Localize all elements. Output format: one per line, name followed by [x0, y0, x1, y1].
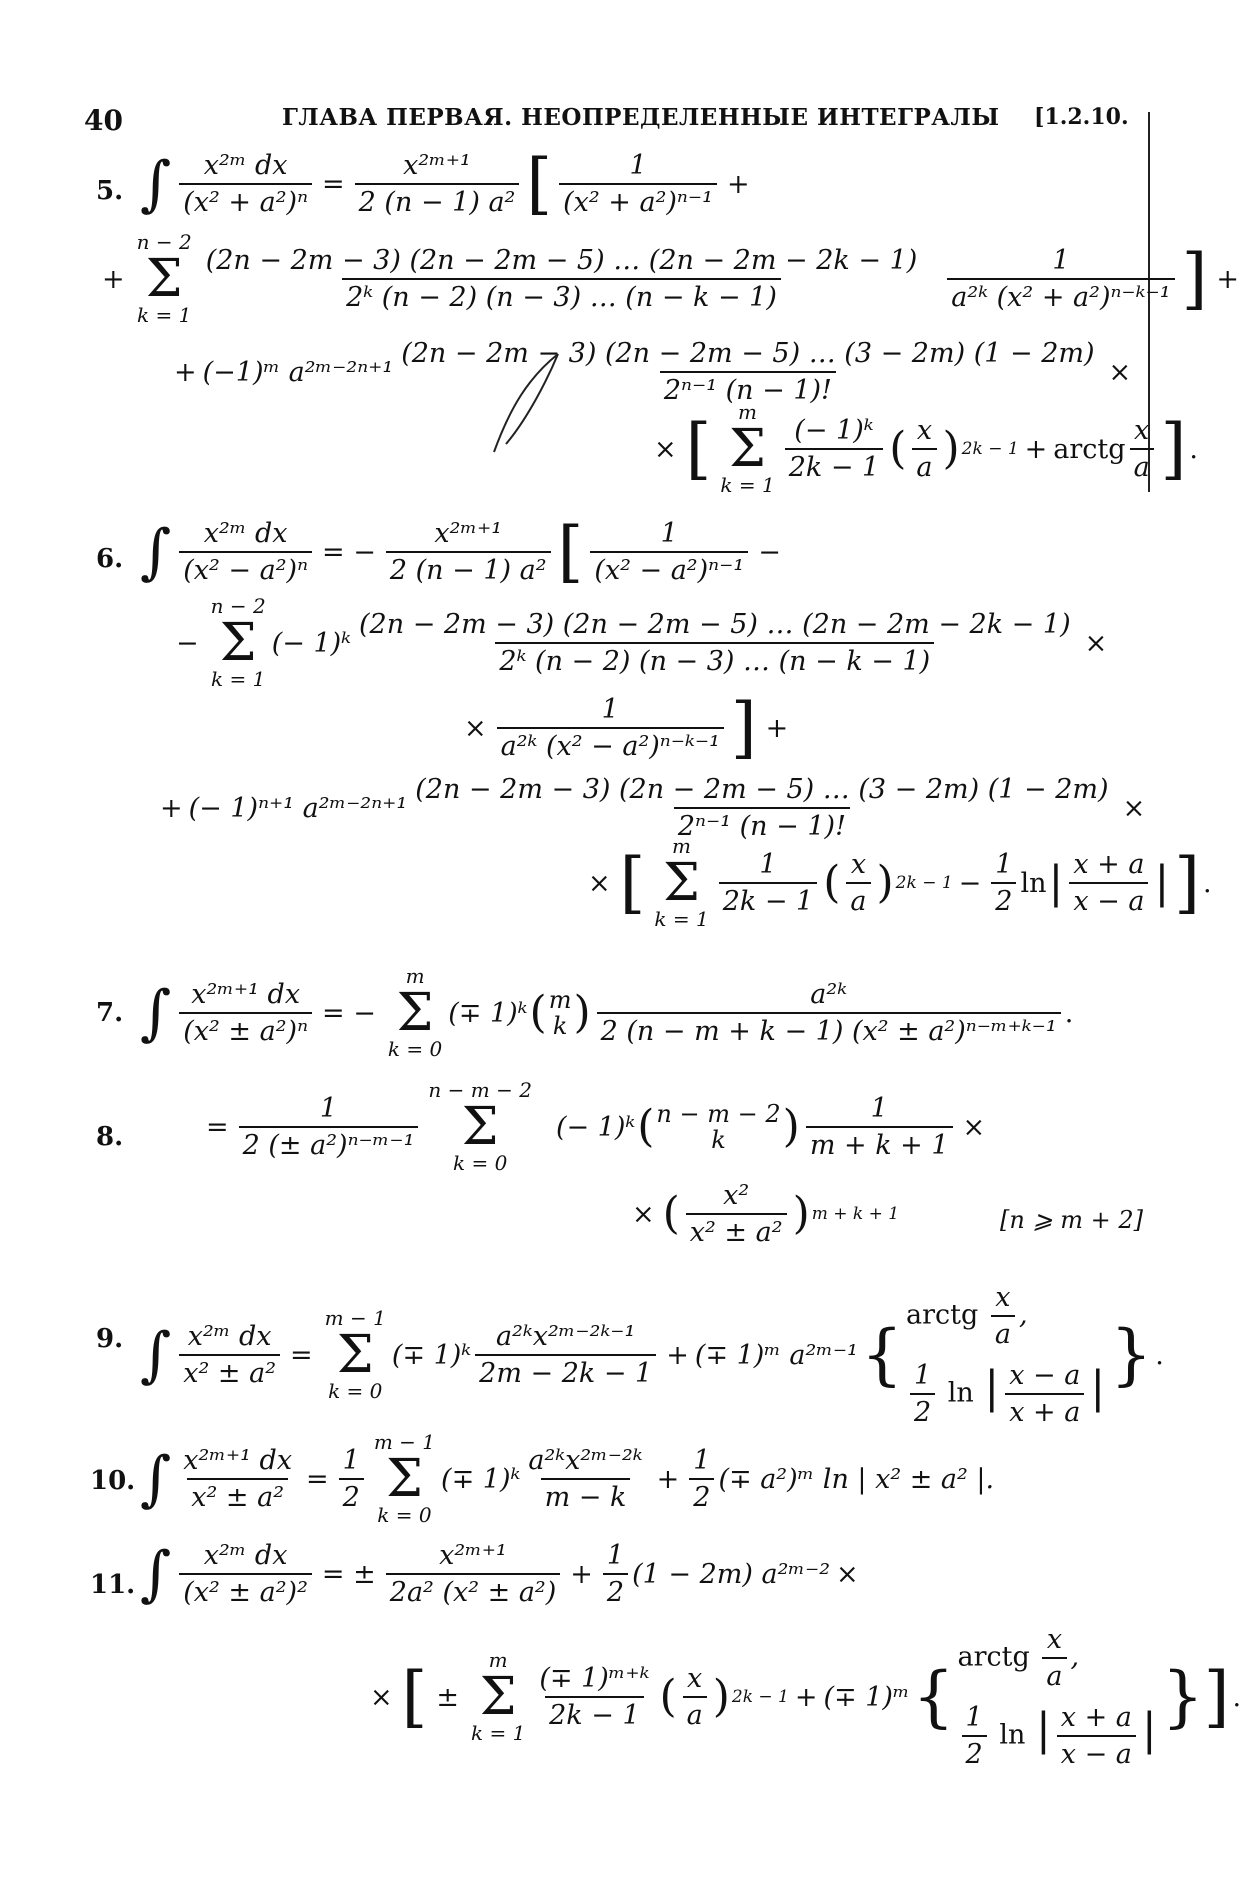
fraction: $\frac{\text{(∓ 1)ᵐ⁺ᵏ}}{2k - 1}$ — [539, 1663, 650, 1731]
chapter-title: ГЛАВА ПЕРВАЯ. НЕОПРЕДЕЛЕННЫЕ ИНТЕГРАЛЫ — [282, 104, 1000, 131]
formula-line: = $\frac{1}{\text{2 (± a²)ⁿ⁻ᵐ⁻¹}}$ n − m − 2 Σ k = 0 (− 1)ᵏ ( n − m − 2 k ) $\frac{1}{m + k + 1}$ × — [206, 1078, 986, 1175]
formula-line: ∫ $\frac{\text{x²ᵐ dx}}{\text{(x² ± a²)²}}$ = ± $\frac{\text{x²ᵐ⁺¹}}{\text{2a² (x² ± a²)}}$ + $\frac{1}{2}$ (1 − 2m) a²ᵐ⁻² × — [140, 1539, 859, 1609]
fraction: $\frac{\text{x²ᵐ dx}}{\text{(x² + a²)ⁿ}}$ — [179, 150, 312, 218]
summation: n − m − 2 Σ k = 0 — [428, 1078, 532, 1175]
integral-sign: ∫ — [140, 1320, 172, 1390]
fraction: $\frac{(2n - 2m - 3) (2n - 2m - 5) \dots (2n - 2m - 2k - 1)}{\text{2ᵏ (n − 2) (n − 3) … (n − k − 1)}}$ — [205, 245, 918, 313]
fraction: $\frac{\text{x²ᵐ⁺¹}}{\text{2 (n − 1) a²}}$ — [386, 518, 551, 586]
fraction: $\frac{x}{a}$ — [1042, 1624, 1066, 1692]
fraction: $\frac{\text{(− 1)ᵏ}}{2k - 1}$ — [785, 415, 884, 483]
fraction: $\frac{1}{2}$ — [991, 849, 1016, 917]
fraction: $\frac{\text{x²ᵐ⁺¹}}{\text{2a² (x² ± a²)}}$ — [386, 1540, 561, 1608]
fraction: $\frac{1}{2k - 1}$ — [719, 849, 818, 917]
fraction: $\frac{1}{\text{(x² + a²)ⁿ⁻¹}}$ — [559, 150, 717, 218]
fraction: $\frac{(2n - 2m - 3) (2n - 2m - 5) \dots (3 - 2m) (1 - 2m)}{\text{2ⁿ⁻¹ (n − 1)!}}$ — [401, 338, 1095, 406]
summation: m Σ k = 1 — [720, 400, 775, 497]
fraction: $\frac{\text{x²ᵐ⁺¹ dx}}{\text{x² ± a²}}$ — [183, 1445, 293, 1513]
fraction: $\frac{x}{a}$ — [1130, 415, 1154, 483]
fraction: $\frac{\text{x²ᵐ dx}}{\text{(x² − a²)ⁿ}}$ — [179, 518, 312, 586]
fraction: $\frac{x}{a}$ — [991, 1282, 1015, 1350]
formula-number: 9. — [96, 1324, 124, 1354]
formula-number: 8. — [96, 1122, 124, 1152]
integral-sign: ∫ — [140, 978, 172, 1048]
formula-line: ∫ $\frac{\text{x²ᵐ⁺¹ dx}}{\text{(x² ± a²)ⁿ}}$ = − m Σ k = 0 (∓ 1)ᵏ ( m k ) $\frac{\text{a²ᵏ}}{\text{2 (n − m + k − 1) (x² ± a²)ⁿ⁻ᵐ⁺ᵏ⁻¹}}$ . — [140, 964, 1074, 1061]
integral-sign: ∫ — [140, 1444, 172, 1514]
binomial: ( n − m − 2 k ) — [637, 1099, 800, 1154]
fraction: $\frac{\text{x²ᵐ⁺¹ dx}}{\text{(x² ± a²)ⁿ}}$ — [179, 979, 312, 1047]
formula-line: − n − 2 Σ k = 1 (− 1)ᵏ $\frac{(2n - 2m - 3) (2n - 2m - 5) \dots (2n - 2m - 2k - 1)}{\text{2ᵏ (n − 2) (n − 3) … (n − k − 1)}}$ × — [176, 594, 1108, 691]
formula-line: ∫ $\frac{\text{x²ᵐ⁺¹ dx}}{\text{x² ± a²}}$ = $\frac{1}{2}$ m − 1 Σ k = 0 (∓ 1)ᵏ $\frac{\text{a²ᵏx²ᵐ⁻²ᵏ}}{m - k}$ + $\frac{1}{2}$ (∓ a²)ᵐ ln | x² ± a² |. — [140, 1430, 995, 1527]
formula-line: ∫ $\frac{\text{x²ᵐ dx}}{\text{(x² + a²)ⁿ}}$ = $\frac{\text{x²ᵐ⁺¹}}{\text{2 (n − 1) a²}}$ [ $\frac{1}{\text{(x² + a²)ⁿ⁻¹}}$ + — [140, 145, 750, 222]
formula-line: + n − 2 Σ k = 1 $\frac{(2n - 2m - 3) (2n - 2m - 5) \dots (2n - 2m - 2k - 1)}{\text{2ᵏ (n − 2) (n − 3) … (n − k − 1)}}$ $\frac{1}{\text{a²ᵏ (x² + a²)ⁿ⁻ᵏ⁻¹}}$ ] + — [102, 230, 1239, 327]
fraction: $\frac{1}{2}$ — [603, 1540, 628, 1608]
condition-note: [n ⩾ m + 2] — [1000, 1206, 1143, 1234]
fraction: $\frac{\text{x²ᵐ⁺¹}}{\text{2 (n − 1) a²}}$ — [355, 150, 520, 218]
summation: m − 1 Σ k = 0 — [373, 1430, 436, 1527]
page-number: 40 — [84, 104, 123, 137]
formula-number: 10. — [90, 1466, 136, 1496]
fraction: $\frac{x + a}{x - a}$ — [1057, 1702, 1136, 1770]
formula-line: + (−1)ᵐ a²ᵐ⁻²ⁿ⁺¹ $\frac{(2n - 2m - 3) (2n - 2m - 5) \dots (3 - 2m) (1 - 2m)}{\text{2ⁿ⁻¹ (n − 1)!}}$ × — [174, 338, 1132, 406]
fraction: $\frac{1}{2}$ — [339, 1445, 364, 1513]
fraction: $\frac{x}{a}$ — [683, 1663, 707, 1731]
fraction: $\frac{\text{x²ᵐ dx}}{\text{x² ± a²}}$ — [179, 1321, 280, 1389]
section-ref: [1.2.10. — [1034, 104, 1129, 130]
summation: m Σ k = 0 — [387, 964, 443, 1061]
fraction: $\frac{1}{2}$ — [689, 1445, 714, 1513]
formula-line: × [ ± m Σ k = 1 $\frac{\text{(∓ 1)ᵐ⁺ᵏ}}{2k - 1}$ ( $\frac{x}{a}$ ) 2k − 1 + (∓ 1)ᵐ { arctg $\frac{x}{a}$ , $\frac{1}{2}$ ln | $\frac{x + a}{x - a}$ | }] . — [370, 1624, 1242, 1770]
fraction: $\frac{x}{a}$ — [846, 849, 870, 917]
formula-number: 11. — [90, 1570, 136, 1600]
summation: n − 2 Σ k = 1 — [136, 230, 192, 327]
formula-line: × [ m Σ k = 1 $\frac{\text{(− 1)ᵏ}}{2k - 1}$ ( $\frac{x}{a}$ ) 2k − 1 + arctg $\frac{x}{a}$ ] . — [654, 400, 1199, 497]
fraction: $\frac{x - a}{x + a}$ — [1005, 1360, 1084, 1428]
fraction: $\frac{x + a}{x - a}$ — [1069, 849, 1148, 917]
summation: m Σ k = 1 — [654, 834, 709, 931]
formula-line: + (− 1)ⁿ⁺¹ a²ᵐ⁻²ⁿ⁺¹ $\frac{(2n - 2m - 3) (2n - 2m - 5) \dots (3 - 2m) (1 - 2m)}{\text{2ⁿ⁻¹ (n − 1)!}}$ × — [160, 774, 1146, 842]
formula-line: × ( $\frac{\text{x²}}{\text{x² ± a²}}$ ) m + k + 1 — [632, 1180, 900, 1248]
integral-sign: ∫ — [140, 149, 172, 219]
fraction: $\frac{\text{a²ᵏx²ᵐ⁻²ᵏ⁻¹}}{2m - 2k - 1}$ — [475, 1321, 656, 1389]
formula-number: 5. — [96, 176, 124, 206]
fraction: $\frac{1}{2}$ — [910, 1360, 935, 1428]
formula-number: 7. — [96, 998, 124, 1028]
summation: m Σ k = 1 — [471, 1648, 526, 1745]
pen-stroke-mark — [488, 348, 568, 458]
integral-sign: ∫ — [140, 517, 172, 587]
fraction: $\frac{(2n - 2m - 3) (2n - 2m - 5) \dots (2n - 2m - 2k - 1)}{\text{2ᵏ (n − 2) (n − 3) … (n − k − 1)}}$ — [359, 609, 1071, 677]
fraction: $\frac{1}{\text{(x² − a²)ⁿ⁻¹}}$ — [590, 518, 748, 586]
fraction: $\frac{1}{\text{2 (± a²)ⁿ⁻ᵐ⁻¹}}$ — [239, 1093, 419, 1161]
fraction: $\frac{1}{\text{a²ᵏ (x² − a²)ⁿ⁻ᵏ⁻¹}}$ — [497, 694, 724, 762]
formula-line: ∫ $\frac{\text{x²ᵐ dx}}{\text{(x² − a²)ⁿ}}$ = − $\frac{\text{x²ᵐ⁺¹}}{\text{2 (n − 1) a²}}$ [ $\frac{1}{\text{(x² − a²)ⁿ⁻¹}}$ − — [140, 513, 781, 590]
fraction: $\frac{\text{a²ᵏx²ᵐ⁻²ᵏ}}{m - k}$ — [528, 1445, 643, 1513]
formula-line: × $\frac{1}{\text{a²ᵏ (x² − a²)ⁿ⁻ᵏ⁻¹}}$ ] + — [464, 689, 789, 766]
fraction: $\frac{\text{x²ᵐ dx}}{\text{(x² ± a²)²}}$ — [179, 1540, 312, 1608]
formula-number: 6. — [96, 544, 124, 574]
binomial: ( m k ) — [529, 985, 591, 1040]
fraction: $\frac{\text{a²ᵏ}}{\text{2 (n − m + k − 1) (x² ± a²)ⁿ⁻ᵐ⁺ᵏ⁻¹}}$ — [597, 979, 1061, 1047]
summation: m − 1 Σ k = 0 — [324, 1306, 386, 1403]
fraction: $\frac{(2n - 2m - 3) (2n - 2m - 5) \dots (3 - 2m) (1 - 2m)}{\text{2ⁿ⁻¹ (n − 1)!}}$ — [415, 774, 1109, 842]
summation: n − 2 Σ k = 1 — [210, 594, 266, 691]
formula-line: × [ m Σ k = 1 $\frac{1}{2k - 1}$ ( $\frac{x}{a}$ ) 2k − 1 − $\frac{1}{2}$ ln | $\frac{x + a}{x - a}$ | ] . — [588, 834, 1212, 931]
fraction: $\frac{\text{x²}}{\text{x² ± a²}}$ — [686, 1180, 787, 1248]
integral-sign: ∫ — [140, 1539, 172, 1609]
fraction: $\frac{1}{\text{a²ᵏ (x² + a²)ⁿ⁻ᵏ⁻¹}}$ — [947, 245, 1174, 313]
formula-line: ∫ $\frac{\text{x²ᵐ dx}}{\text{x² ± a²}}$ = m − 1 Σ k = 0 (∓ 1)ᵏ $\frac{\text{a²ᵏx²ᵐ⁻²ᵏ⁻¹}}{2m - 2k - 1}$ + (∓ 1)ᵐ a²ᵐ⁻¹ { arctg $\frac{x}{a}$ , $\frac{1}{2}$ ln | $\frac{x - a}{x + a}$ | } . — [140, 1282, 1164, 1428]
fraction: $\frac{x}{a}$ — [912, 415, 936, 483]
fraction: $\frac{1}{m + k + 1}$ — [806, 1093, 953, 1161]
fraction: $\frac{1}{2}$ — [962, 1702, 987, 1770]
